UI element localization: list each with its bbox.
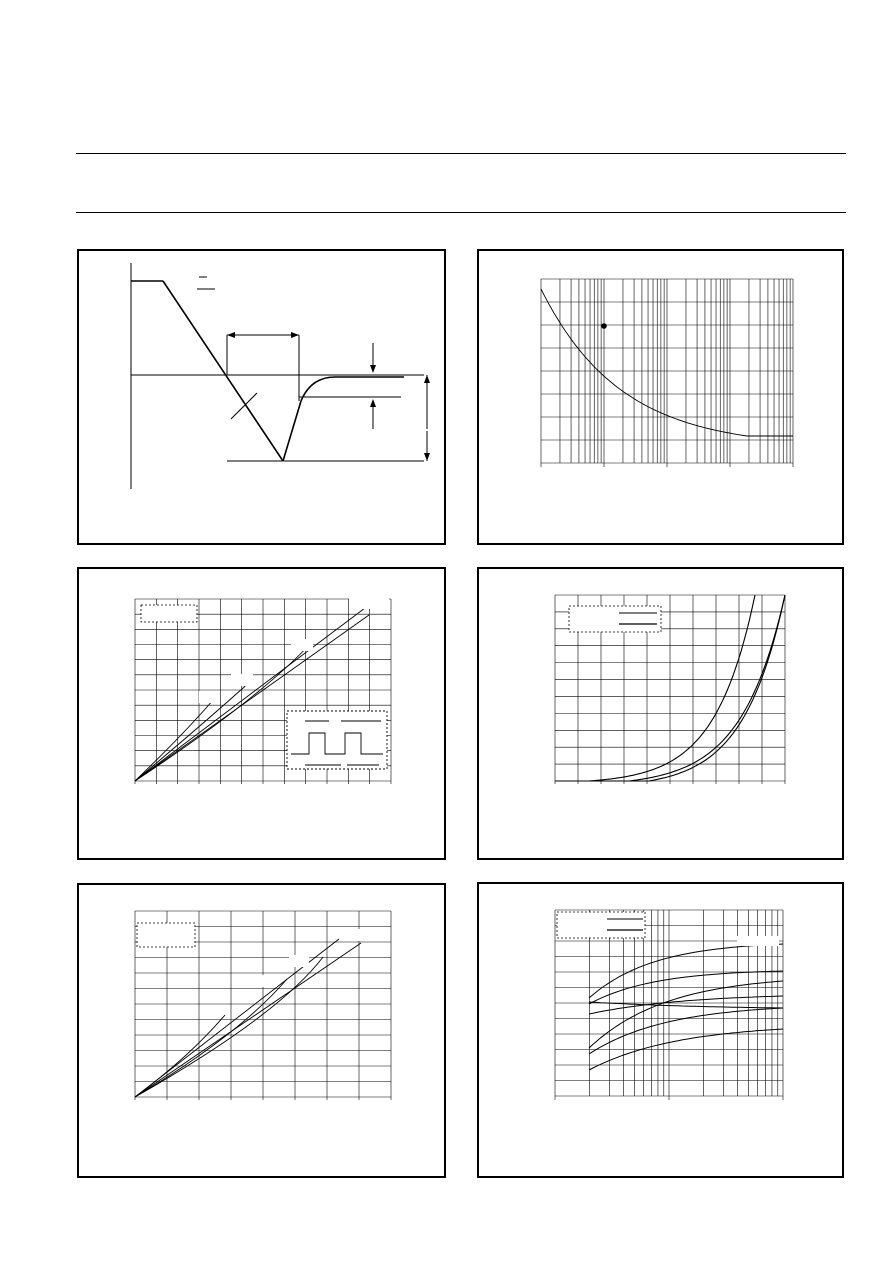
- label-box-3: [255, 975, 277, 987]
- marker-point: [601, 323, 607, 329]
- legend-box: [137, 923, 195, 947]
- legend-box: [557, 912, 645, 938]
- label-box-4: [199, 691, 219, 703]
- label-box-3: [231, 674, 253, 686]
- label-box-2: [291, 639, 313, 651]
- pulse-inset: [287, 711, 387, 769]
- figure-1-waveform: [77, 249, 446, 545]
- series-line: [135, 693, 219, 781]
- figure-6-chart: [477, 882, 844, 1178]
- series-curve: [589, 996, 783, 1014]
- header-rule-bottom: [76, 212, 846, 213]
- header-rule-top: [76, 153, 846, 154]
- label-box: [341, 929, 369, 941]
- figure-4-chart: [477, 567, 844, 860]
- figure-2-log-chart: [477, 249, 844, 545]
- legend-box: [569, 606, 661, 632]
- series-line: [135, 1015, 225, 1097]
- label-box-2: [289, 955, 309, 967]
- label-box: [349, 597, 389, 609]
- figure-5-chart: [77, 883, 446, 1178]
- figure-3-chart: [77, 567, 446, 860]
- figure-2-svg: [479, 251, 842, 543]
- series-curve: [589, 944, 783, 998]
- label-box: [737, 936, 779, 946]
- legend-box: [141, 605, 197, 622]
